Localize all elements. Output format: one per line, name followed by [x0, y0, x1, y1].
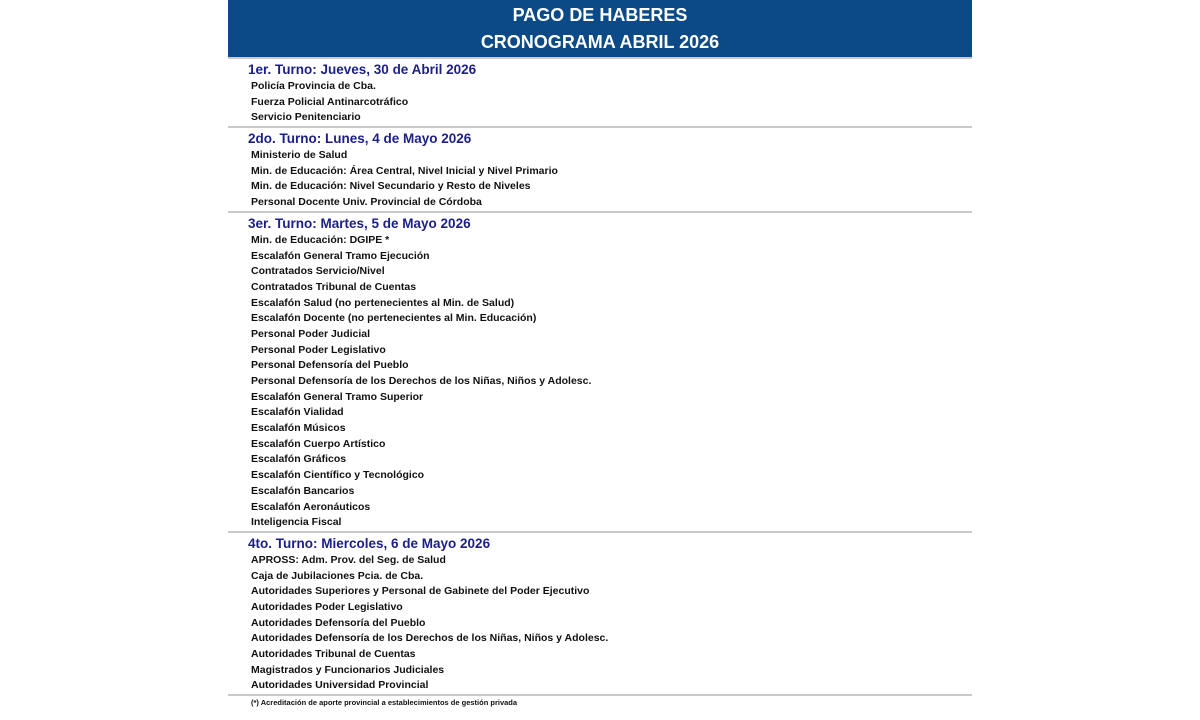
sections	[228, 59, 972, 696]
turno-heading: 3er. Turno: Martes, 5 de Mayo 2026	[248, 215, 471, 231]
turno-heading: 4to. Turno: Miercoles, 6 de Mayo 2026	[248, 535, 491, 551]
list-item: Min. de Educación: DGIPE *	[251, 233, 390, 246]
list-item: Personal Defensoría del Pueblo	[251, 359, 409, 372]
list-item: Escalafón Cuerpo Artístico	[251, 437, 386, 450]
list-item: Min. de Educación: Nivel Secundario y Resto de Niveles	[251, 180, 531, 193]
list-item: Min. de Educación: Área Central, Nivel Inicial y Nivel Primario	[251, 164, 558, 177]
header-banner	[228, 0, 972, 59]
list-item: Personal Defensoría de los Derechos de los Niñas, Niños y Adolesc.	[251, 375, 592, 387]
list-item: Inteligencia Fiscal	[251, 516, 342, 529]
page-title: PAGO DE HABERES	[512, 5, 688, 25]
turno-heading: 2do. Turno: Lunes, 4 de Mayo 2026	[248, 131, 472, 147]
list-item: Autoridades Tribunal de Cuentas	[251, 648, 416, 660]
turno-section	[228, 213, 972, 533]
list-item: Autoridades Superiores y Personal de Gabinete del Poder Ejecutivo	[251, 585, 590, 598]
list-item: Autoridades Poder Legislativo	[251, 600, 403, 613]
list-item: Escalafón Científico y Tecnológico	[251, 469, 425, 482]
footnote: (*) Acreditación de aporte provincial a establecimientos de gestión privada	[251, 698, 518, 708]
turno-heading: 1er. Turno: Jueves, 30 de Abril 2026	[248, 62, 477, 77]
list-item: Personal Poder Judicial	[251, 327, 371, 340]
turno-section	[228, 128, 972, 213]
payment-schedule	[228, 0, 972, 710]
list-item: Escalafón Bancarios	[251, 484, 355, 497]
list-item: Autoridades Defensoría de los Derechos de los Niñas, Niños y Adolesc.	[251, 632, 609, 645]
list-item: Escalafón General Tramo Ejecución	[251, 249, 430, 262]
list-item: Ministerio de Salud	[251, 149, 348, 162]
list-item: Fuerza Policial Antinarcotráfico	[251, 95, 409, 108]
list-item: Escalafón Aeronáuticos	[251, 500, 371, 513]
list-item: Escalafón Salud (no pertenecientes al Min. de Salud)	[251, 296, 515, 309]
list-item: Personal Docente Univ. Provincial de Córdoba	[251, 196, 482, 209]
list-item: Autoridades Defensoría del Pueblo	[251, 616, 426, 629]
list-item: Escalafón General Tramo Superior	[251, 390, 424, 403]
turno-section	[228, 59, 972, 128]
list-item: Contratados Tribunal de Cuentas	[251, 280, 417, 293]
page-subtitle: CRONOGRAMA ABRIL 2026	[480, 32, 720, 52]
list-item: APROSS: Adm. Prov. del Seg. de Salud	[251, 553, 446, 566]
list-item: Escalafón Músicos	[251, 422, 346, 435]
list-item: Escalafón Gráficos	[251, 453, 347, 466]
list-item: Escalafón Docente (no pertenecientes al Min. Educación)	[251, 312, 537, 325]
list-item: Escalafón Vialidad	[251, 406, 344, 419]
list-item: Magistrados y Funcionarios Judiciales	[251, 663, 445, 676]
list-item: Policía Provincia de Cba.	[251, 80, 376, 92]
list-item: Personal Poder Legislativo	[251, 343, 386, 356]
list-item: Caja de Jubilaciones Pcia. de Cba.	[251, 569, 424, 582]
turno-section	[228, 533, 972, 696]
list-item: Servicio Penitenciario	[251, 111, 361, 124]
list-item: Autoridades Universidad Provincial	[251, 679, 429, 692]
list-item: Contratados Servicio/Nivel	[251, 265, 385, 278]
